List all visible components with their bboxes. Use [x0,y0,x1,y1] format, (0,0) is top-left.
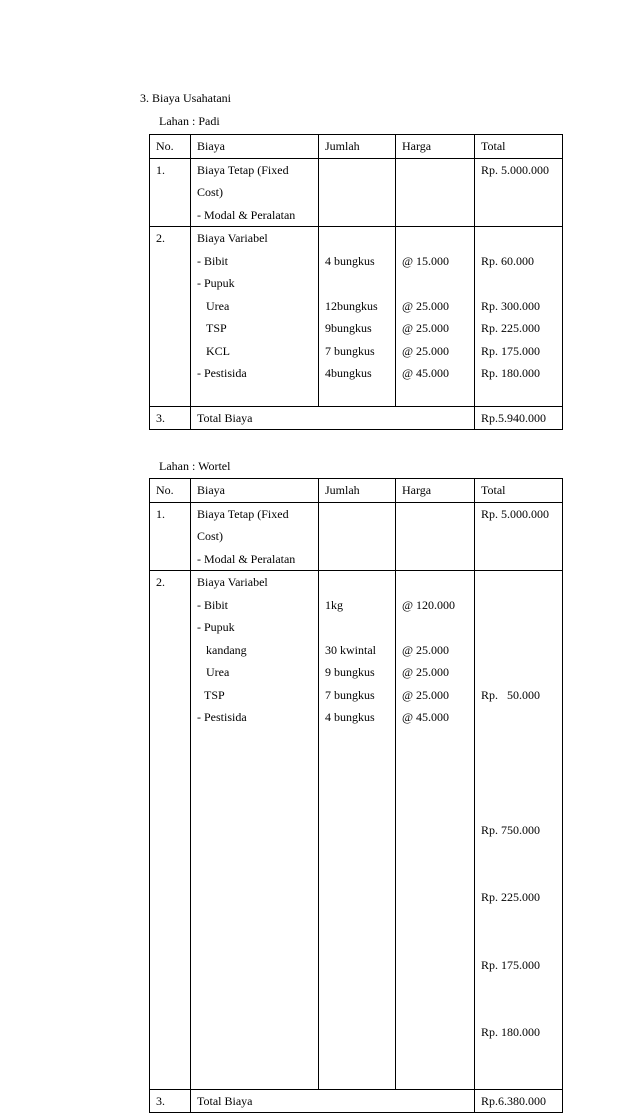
variable-cost-jumlah [319,227,396,407]
bibit-jumlah: 4 bungkus [325,253,375,268]
row-number: 1. [150,502,191,571]
fixed-cost-jumlah [319,158,396,227]
header-jumlah: Jumlah [319,479,396,503]
pupuk-label: - Pupuk [197,276,235,290]
bibit-harga: @ 120.000 [402,597,456,612]
header-jumlah: Jumlah [319,135,396,159]
header-no: No. [150,479,191,503]
pestisida-label: - Pestisida [197,710,247,724]
table-row-total [150,406,563,430]
cost-table-padi [149,134,563,430]
pupuk-item-harga: @ 25.000 [402,665,450,679]
variable-cost-harga [396,227,475,407]
pupuk-item-jumlah: 9bungkus [325,321,372,335]
pestisida-harga: @ 45.000 [402,366,450,380]
bibit-label: - Bibit [197,253,229,268]
bibit-harga: @ 15.000 [402,253,450,268]
header-biaya: Biaya [191,479,319,503]
fixed-cost-description [191,502,319,571]
pupuk-item-total: Rp. 750.000 [481,822,541,837]
pupuk-item-harga: @ 25.000 [402,343,450,358]
table-header-row [150,135,563,159]
variable-cost-total [475,571,563,1090]
pupuk-item-label: KCL [206,343,230,358]
pupuk-item-jumlah: 12bungkus [325,298,378,313]
bibit-jumlah: 1kg [325,597,343,612]
pestisida-jumlah: 4 bungkus [325,710,375,724]
pupuk-item-label: TSP [204,687,225,702]
pupuk-item-label: kandang [206,642,247,657]
variable-cost-jumlah [319,571,396,1090]
fixed-cost-line: Biaya Tetap (Fixed [197,506,289,521]
grand-total: Rp.6.380.000 [475,1089,563,1113]
row-number: 3. [150,406,191,430]
header-biaya: Biaya [191,135,319,159]
header-harga: Harga [396,479,475,503]
variable-cost-harga [396,571,475,1090]
grand-total: Rp.5.940.000 [475,406,563,430]
fixed-cost-line: - Modal & Peralatan [197,551,296,566]
fixed-cost-total: Rp. 5.000.000 [475,158,563,227]
pupuk-item-total: Rp. 175.000 [481,957,541,972]
pupuk-item-harga: @ 25.000 [402,298,450,313]
pupuk-item-harga: @ 25.000 [402,687,450,702]
pestisida-total: Rp. 180.000 [481,1025,541,1039]
row-number: 1. [150,158,191,227]
pupuk-item-total: Rp. 225.000 [481,890,541,904]
pupuk-label: - Pupuk [197,620,235,634]
header-total: Total [475,479,563,503]
table-row-fixed-cost [150,158,563,227]
pupuk-item-harga: @ 25.000 [402,321,450,335]
table-row-variable-cost [150,571,563,1090]
pupuk-item-jumlah: 7 bungkus [325,687,375,702]
row-number: 2. [150,227,191,407]
variable-cost-description [191,227,319,407]
pupuk-item-label: Urea [206,298,230,313]
pestisida-harga: @ 45.000 [402,710,450,724]
variable-cost-description [191,571,319,1090]
bibit-label: - Bibit [197,597,229,612]
pupuk-item-jumlah: 7 bungkus [325,343,375,358]
row-number: 3. [150,1089,191,1113]
total-label: Total Biaya [191,406,475,430]
table-row-total [150,1089,563,1113]
fixed-cost-line: Cost) [197,185,224,199]
bibit-total: Rp. 60.000 [481,253,535,268]
pupuk-item-total: Rp. 225.000 [481,321,541,335]
fixed-cost-total: Rp. 5.000.000 [475,502,563,571]
fixed-cost-harga [396,158,475,227]
pupuk-item-jumlah: 30 kwintal [325,642,376,657]
lahan-label-wortel: Lahan : Wortel [159,459,231,473]
section-heading: 3. Biaya Usahatani [140,91,231,105]
variable-cost-title: Biaya Variabel [197,231,268,245]
pupuk-item-total: Rp. 175.000 [481,343,541,358]
pupuk-item-jumlah: 9 bungkus [325,665,375,679]
fixed-cost-line: Cost) [197,529,224,543]
header-no: No. [150,135,191,159]
fixed-cost-jumlah [319,502,396,571]
header-harga: Harga [396,135,475,159]
pupuk-item-label: Urea [206,665,230,679]
variable-cost-title: Biaya Variabel [197,575,268,589]
fixed-cost-line: - Modal & Peralatan [197,207,296,222]
table-row-variable-cost [150,227,563,407]
bibit-total: Rp. 50.000 [481,687,541,702]
pestisida-total: Rp. 180.000 [481,366,541,380]
lahan-label-padi: Lahan : Padi [159,114,220,128]
table-row-fixed-cost [150,502,563,571]
cost-table-wortel [149,478,563,1113]
pupuk-item-harga: @ 25.000 [402,642,450,657]
fixed-cost-description [191,158,319,227]
total-label: Total Biaya [191,1089,475,1113]
fixed-cost-line: Biaya Tetap (Fixed [197,162,289,177]
fixed-cost-harga [396,502,475,571]
pupuk-item-label: TSP [206,321,227,335]
table-header-row [150,479,563,503]
variable-cost-total [475,227,563,407]
pupuk-item-total: Rp. 300.000 [481,298,541,313]
pestisida-jumlah: 4bungkus [325,366,372,380]
pestisida-label: - Pestisida [197,366,247,380]
row-number: 2. [150,571,191,1090]
header-total: Total [475,135,563,159]
